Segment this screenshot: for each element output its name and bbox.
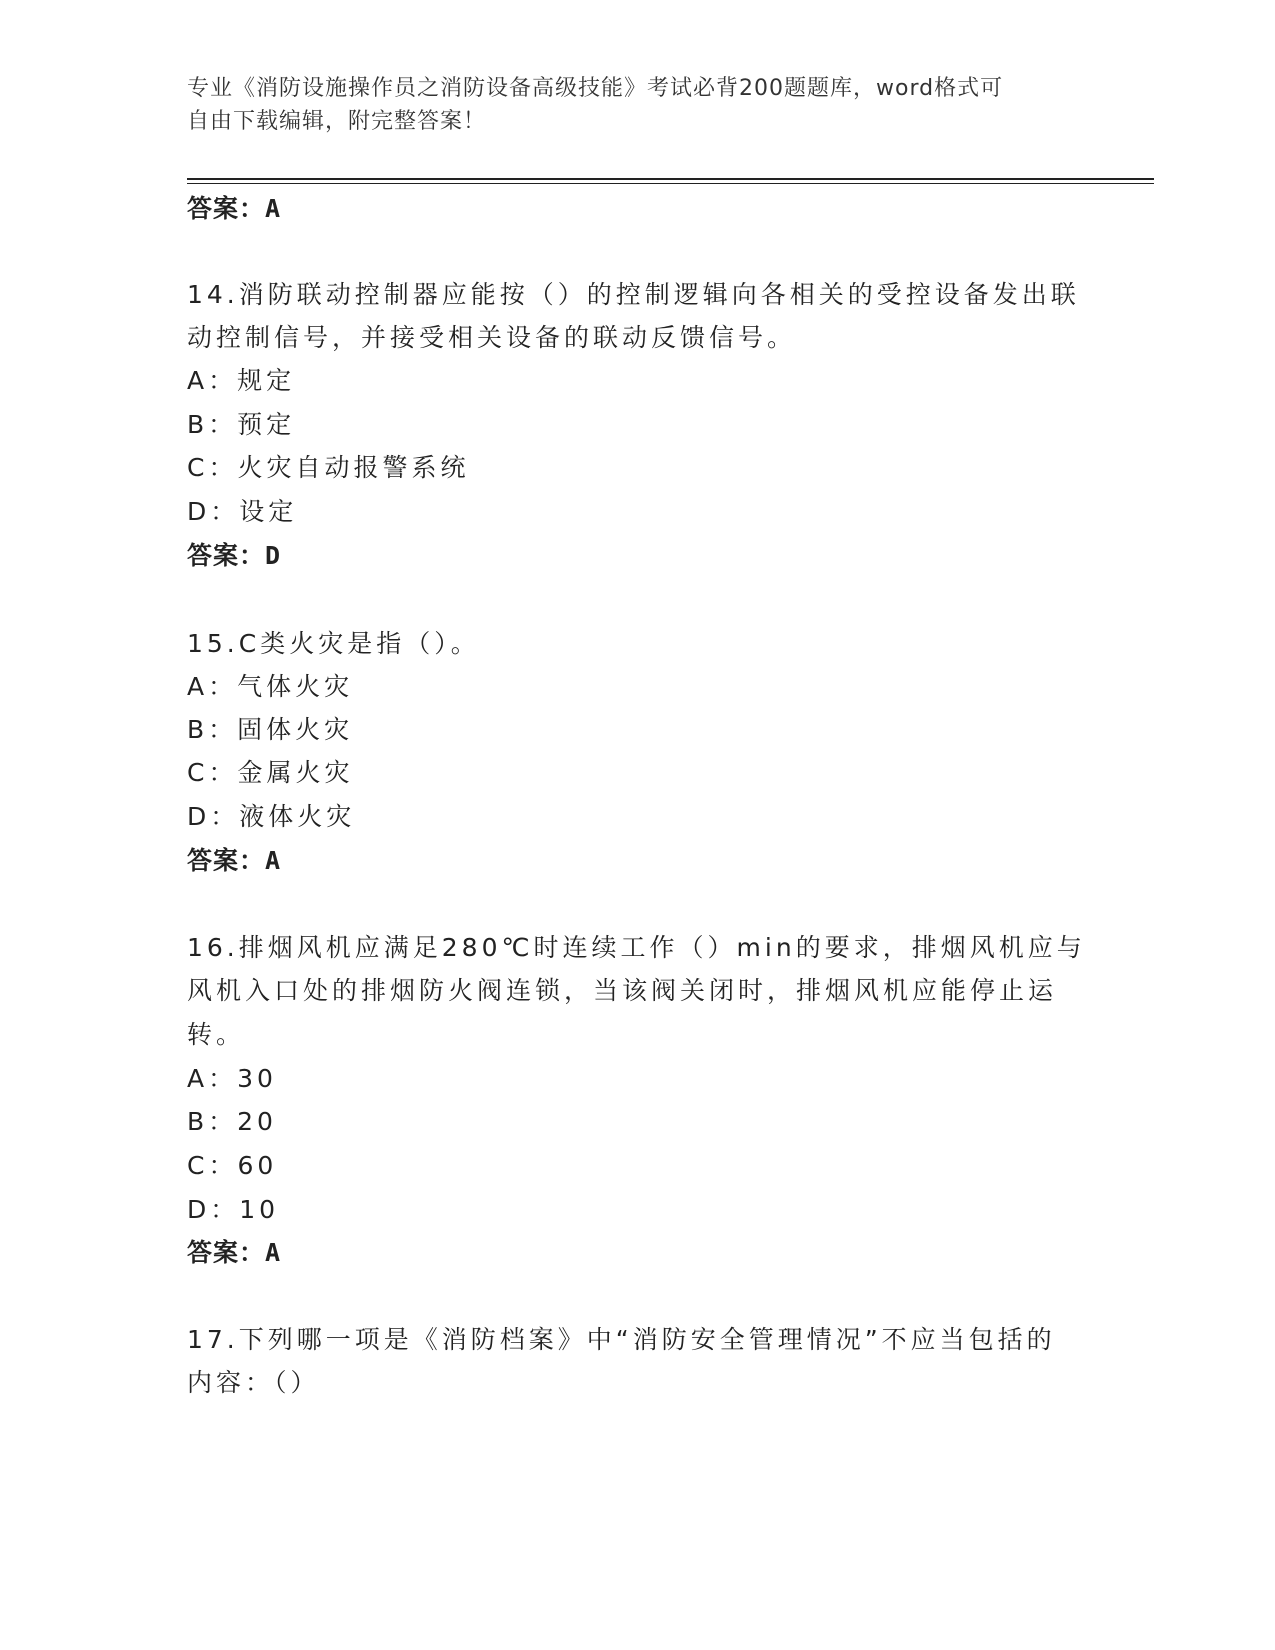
q15-option-b: B：固体火灾 (187, 715, 354, 744)
q16-option-d: D：10 (187, 1195, 280, 1224)
q15-option-a: A：气体火灾 (187, 672, 354, 701)
q16-option-a: A：30 (187, 1064, 277, 1093)
q14-stem-line-2: 动控制信号，并接受相关设备的联动反馈信号。 (187, 323, 797, 352)
header-line-2: 自由下载编辑，附完整答案！ (187, 109, 487, 134)
q17-stem-line-2: 内容：（） (187, 1368, 320, 1397)
q15-answer: 答案：A (187, 846, 282, 875)
q14-option-c: C：火灾自动报警系统 (187, 453, 470, 482)
document-header (187, 72, 1067, 138)
q16-stem-line-1: 16.排烟风机应满足280℃时连续工作（）min的要求，排烟风机应与 (187, 933, 1086, 962)
q16-answer: 答案：A (187, 1238, 282, 1267)
header-divider-thick (187, 178, 1154, 180)
q16-stem-line-2: 风机入口处的排烟防火阀连锁，当该阀关闭时，排烟风机应能停止运 (187, 976, 1058, 1005)
q15-option-c: C：金属火灾 (187, 758, 354, 787)
q16-option-c: C：60 (187, 1151, 278, 1180)
q16-option-b: B：20 (187, 1107, 277, 1136)
q17-stem-line-1: 17.下列哪一项是《消防档案》中“消防安全管理情况”不应当包括的 (187, 1325, 1056, 1354)
q14-option-a: A：规定 (187, 366, 296, 395)
q14-stem-line-1: 14.消防联动控制器应能按（）的控制逻辑向各相关的受控设备发出联 (187, 280, 1080, 309)
q14-answer: 答案：D (187, 541, 282, 570)
q15-option-d: D：液体火灾 (187, 802, 356, 831)
q14-option-b: B：预定 (187, 410, 296, 439)
header-divider-thin (187, 183, 1154, 184)
q16-stem-line-3: 转。 (187, 1020, 246, 1049)
prev-answer: 答案：A (187, 194, 282, 223)
q15-stem-line-1: 15.C类火灾是指（）。 (187, 629, 480, 658)
header-line-1: 专业《消防设施操作员之消防设备高级技能》考试必背200题题库，word格式可 (187, 76, 1004, 101)
q14-option-d: D：设定 (187, 497, 298, 526)
